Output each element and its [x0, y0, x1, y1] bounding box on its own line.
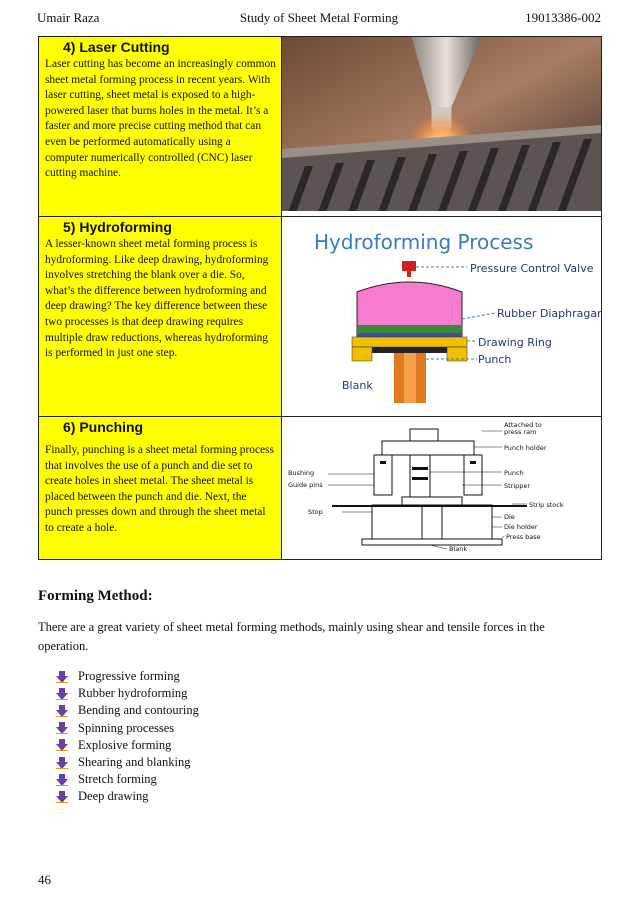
section-paragraph: There are a great variety of sheet metal forming methods, mainly using shear and tensile forces in the operation. [38, 620, 545, 653]
laser-cutting-photo [282, 37, 601, 211]
label-punch-holder: Punch holder [504, 444, 547, 452]
drawing-ring [352, 337, 467, 347]
method-label: Shearing and blanking [78, 755, 191, 770]
list-item [56, 702, 199, 719]
label-stripper: Stripper [504, 482, 531, 490]
row-body: Laser cutting has become an increasingly common sheet metal forming process in recent years. With laser cutting, sheet metal is exposed to a high-powered laser that burns holes in the metal. It’s a faster and more precise cutting method that can even be performed automatically using a computer numerically controlled (CNC) laser cutting machine. [45, 58, 276, 180]
page-number: 46 [38, 872, 51, 887]
process-table [38, 36, 602, 560]
label-guide-pins: Guide pins [288, 481, 323, 489]
list-item [56, 788, 199, 805]
hydro-text-cell [39, 217, 282, 417]
row-title: 5) Hydroforming [63, 219, 172, 235]
arrow-bullet-icon [56, 791, 68, 803]
punching-diagram [282, 417, 602, 554]
label-punch: Punch [504, 469, 524, 477]
arrow-bullet-icon [56, 671, 68, 683]
method-label: Rubber hydroforming [78, 686, 188, 701]
page-header [37, 10, 601, 30]
section-title: Forming Method: [38, 588, 153, 604]
row-body: A lesser-known sheet metal forming process is hydroforming. Like deep drawing, hydroforming involves stretching the blank over a die. So, what’s the difference between hydroforming and deep drawing? The key difference between these two processes is that deep drawing requires multiple draw reductions, whereas hydroforming is performed in just one step. [45, 238, 269, 360]
arrow-bullet-icon [56, 774, 68, 786]
list-item [56, 668, 199, 685]
label-blank: Blank [342, 379, 373, 392]
label-bushing: Bushing [288, 469, 315, 477]
row-title: 4) Laser Cutting [63, 39, 170, 55]
list-item [56, 754, 199, 771]
method-label: Explosive forming [78, 737, 172, 752]
label-stop: Stop [308, 508, 323, 516]
table-row [39, 217, 602, 417]
punch-image-cell [282, 417, 602, 560]
arrow-bullet-icon [56, 722, 68, 734]
label-diaphragm: Rubber Diaphragam [497, 307, 602, 320]
table-row [39, 417, 602, 560]
arrow-bullet-icon [56, 705, 68, 717]
arrow-bullet-icon [56, 688, 68, 700]
list-item [56, 737, 199, 754]
label-blank: Blank [449, 545, 468, 553]
label-attached: Attached to [504, 421, 542, 429]
label-press-ram: press ram [504, 428, 537, 436]
header-title: Study of Sheet Metal Forming [239, 10, 399, 25]
laser-text-cell [39, 37, 282, 217]
list-item [56, 685, 199, 702]
method-label: Progressive forming [78, 669, 180, 684]
row-title: 6) Punching [63, 419, 144, 435]
label-strip-stock: Strip stock [529, 501, 564, 509]
hydro-image-cell [282, 217, 602, 417]
list-item [56, 720, 199, 737]
hydroforming-diagram [282, 217, 602, 411]
row-body: Finally, punching is a sheet metal forming process that involves the use of a punch and die set to create holes in sheet metal. The sheet metal is placed between the punch and die. Next, the punch presses down and through the sheet metal to create a hole. [45, 444, 274, 534]
punch-text-cell [39, 417, 282, 560]
laser-image-cell [282, 37, 602, 217]
label-die-holder: Die holder [504, 523, 538, 531]
label-ring: Drawing Ring [478, 336, 552, 349]
rubber-diaphragm [357, 325, 462, 333]
method-label: Stretch forming [78, 772, 157, 787]
arrow-bullet-icon [56, 757, 68, 769]
label-die: Die [504, 513, 515, 521]
method-label: Spinning processes [78, 720, 175, 735]
methods-list [56, 668, 199, 806]
list-item [56, 771, 199, 788]
arrow-bullet-icon [56, 739, 68, 751]
label-press-base: Press base [506, 533, 541, 541]
header-author: Umair Raza [37, 10, 100, 25]
method-label: Bending and contouring [78, 703, 199, 718]
table-row [39, 37, 602, 217]
hydro-diagram-title: Hydroforming Process [314, 230, 534, 254]
header-id: 19013386-002 [525, 10, 601, 25]
method-label: Deep drawing [78, 789, 149, 804]
label-valve: Pressure Control Valve [470, 262, 594, 275]
label-punch: Punch [478, 353, 512, 366]
valve-icon [402, 261, 416, 271]
